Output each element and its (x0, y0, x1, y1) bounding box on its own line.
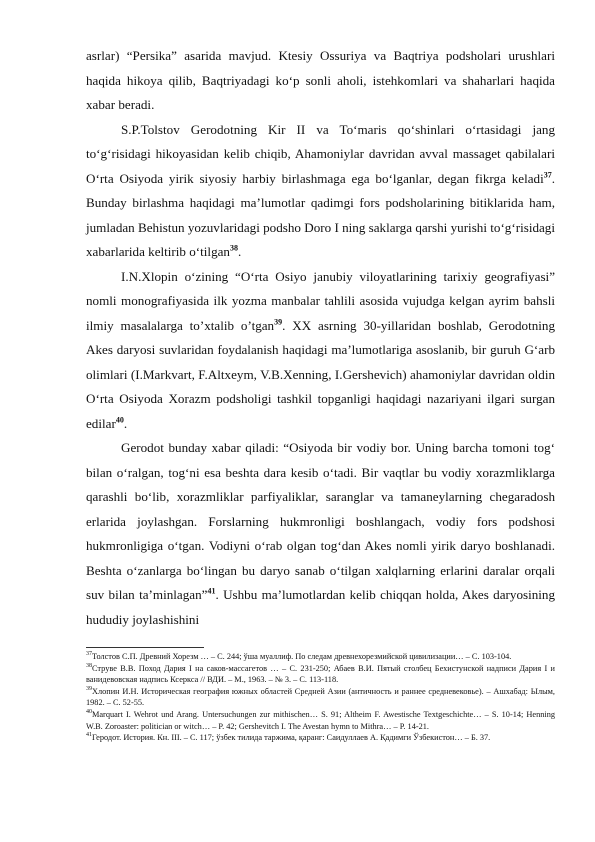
footnote-text: Геродот. История. Кн. III. – С. 117; ўзбек тилида таржима, қаранг: Саидуллаев А. Қадимги Ўзбекистон… – Б. 37. (92, 733, 491, 743)
footnote-text: Хлопин И.Н. Историческая география южных областей Средней Азии (античность и раннее средневековье). – Ашхабад: Ылым, 1982. – С. 52-55. (86, 686, 555, 708)
paragraph-2 (86, 118, 555, 265)
paragraph-3-text-a: I.N.Xlopin o‘zining “O‘rta Osiyo janubiy viloyatlarining tarixiy geografiyasi” nomli monografiyasida ilk yozma manbalar tahlili asosida vujudga kelgan ayrim bahsli ilmiy masalalarga to’xtalib o’tgan (86, 268, 555, 333)
footnote-38 (86, 663, 555, 686)
footnote-ref-41[interactable]: 41 (207, 586, 216, 596)
paragraph-3 (86, 265, 555, 437)
footnote-number: 41 (86, 732, 92, 739)
footnote-ref-39[interactable]: 39 (274, 317, 283, 327)
paragraph-3-text-b: . XX asrning 30-yillaridan boshlab, Gerodotning Akes daryosi suvlaridan foydalanish haqidagi ma’lumotlariga asoslanib, bir guruh G‘arb olimlari (I.Markvart, F.Altxeym, V.B.Xenning, I.Gershevich) ahamoniylar davridan oldin O‘rta Osiyoda Xorazm podsholigi tashkil topganligi haqidagi nazariyani ilgari surgan edilar (86, 317, 555, 431)
paragraph-2-text-b: . Bunday birlashma haqidagi ma’lumotlar qadimgi fors podsholarining bitiklarida ham, jumladan Behistun yozuvlaridagi podsho Doro I ning saklarga qarshi yurishi to‘g‘risidagi xabarlarida keltirib o‘tilgan (86, 170, 555, 259)
footnote-number: 40 (86, 709, 92, 716)
footnote-text: Толстов С.П. Древний Хорезм … – С. 244; ўша муаллиф. По следам древнехорезмийской цивилизации… – С. 103-104. (92, 652, 512, 661)
footnote-number: 38 (86, 662, 92, 669)
paragraph-2-text-a: S.P.Tolstov Gerodotning Kir II va To‘maris qo‘shinlari o‘rtasidagi jang to‘g‘risidagi hikoyasidan kelib chiqib, Ahamoniylar davridan avval massaget qabilalari O‘rta Osiyoda yirik siyosiy harbiy birlashmaga ega bo‘lganlar, degan fikrga keladi (86, 121, 555, 186)
footnotes (86, 651, 555, 744)
footnote-ref-38[interactable]: 38 (229, 243, 238, 253)
footnote-ref-37[interactable]: 37 (543, 170, 552, 180)
footnote-41 (86, 732, 555, 744)
paragraph-4-text-a: Gerodot bunday xabar qiladi: “Osiyoda bir vodiy bor. Uning barcha tomoni tog‘ bilan o‘ralgan, tog‘ni esa beshta dara kesib o‘tadi. Bir vaqtlar bu vodiy xorazmliklarga qarashli bo‘lib, xorazmliklar parfiyaliklar, saranglar va tamaneylarning chegaradosh erlarida joylashgan. Forslarning hukmronligi boshlangach, vodiy fors podshosi hukmronligiga o‘tgan. Vodiyni o‘rab olgan tog‘dan Akes nomli yirik daryo boshlanadi. Beshta o‘zanlarga bo‘lingan bu daryo sanab o‘tilgan xalqlarning erlarini daralar orqali suv bilan ta’minlagan” (86, 440, 555, 602)
paragraph-1-text: asrlar) “Persika” asarida mavjud. Ktesiy Ossuriya va Baqtriya podsholari urushlari haqida hikoya qilib, Baqtriyadagi ko‘p sonli aholi, istehkomlari va shaharlari haqida xabar beradi. (86, 48, 555, 112)
paragraph-2-text-c: . (237, 244, 242, 259)
paragraph-4 (86, 436, 555, 632)
footnote-39 (86, 686, 555, 709)
footnote-separator (86, 647, 204, 648)
footnote-text: Marquart I. Wehrot und Arang. Untersuchungen zur mithischen… S. 91; Altheim F. Awestische Textgeschichte… – S. 10-14; Henning W.B. Zoroaster: politician or witch… – P. 42; Gershevitch I. The Avestan hymn to Mithra… – P. 14-21. (86, 709, 555, 731)
footnote-37 (86, 651, 555, 663)
footnote-40 (86, 709, 555, 732)
footnote-number: 37 (86, 651, 92, 658)
footnote-ref-40[interactable]: 40 (115, 415, 124, 425)
paragraph-4-text-b: . Ushbu ma’lumotlardan kelib chiqqan holda, Akes daryosining hududiy joylashishini (86, 587, 556, 627)
footnote-number: 39 (86, 686, 92, 693)
footnote-text: Струве В.В. Поход Дария I на саков-массагетов … – С. 231-250; Абаев В.И. Пятый столбец Бехистунской надписи Дария I и ванидевовская надпись Ксеркса // ВДИ. – М., 1963. – № 3. – С. 113-118. (86, 663, 555, 685)
paragraph-3-text-c: . (123, 415, 128, 431)
paragraph-1 (86, 44, 555, 118)
document-page (86, 44, 555, 744)
